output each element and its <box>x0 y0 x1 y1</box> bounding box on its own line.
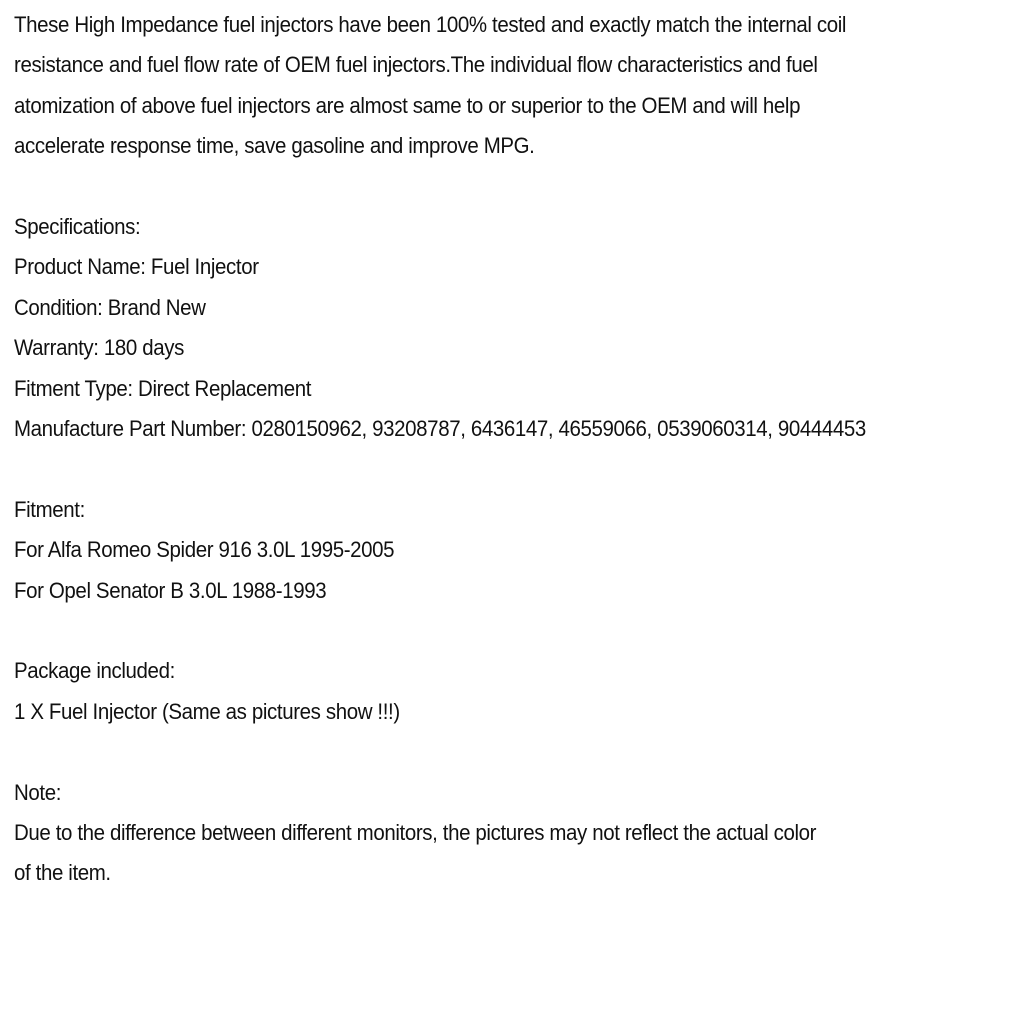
product-description <box>14 5 948 894</box>
spec-product-name: Product Name: Fuel Injector <box>14 254 259 280</box>
intro-line: These High Impedance fuel injectors have been 100% tested and exactly match the internal coil <box>14 12 847 37</box>
fitment-item: For Opel Senator B 3.0L 1988-1993 <box>14 577 327 603</box>
note-line: Due to the difference between different monitors, the pictures may not reflect the actual color <box>14 820 817 846</box>
spacer <box>14 732 948 772</box>
package-heading: Package included: <box>14 658 175 684</box>
intro-paragraph <box>14 5 948 167</box>
package-item: 1 X Fuel Injector (Same as pictures show !!!) <box>14 698 400 724</box>
fitment-heading: Fitment: <box>14 496 85 522</box>
specifications-heading: Specifications: <box>14 214 141 240</box>
spec-fitment-type: Fitment Type: Direct Replacement <box>14 375 312 401</box>
fitment-section <box>14 490 948 611</box>
package-section <box>14 651 948 732</box>
spec-warranty: Warranty: 180 days <box>14 335 184 361</box>
spacer <box>14 449 948 489</box>
spacer <box>14 611 948 651</box>
spec-part-number: Manufacture Part Number: 0280150962, 93208787, 6436147, 46559066, 0539060314, 90444453 <box>14 416 866 442</box>
intro-line: atomization of above fuel injectors are almost same to or superior to the OEM and will help <box>14 92 801 118</box>
note-heading: Note: <box>14 779 62 805</box>
intro-line: accelerate response time, save gasoline and improve MPG. <box>14 133 535 159</box>
intro-line: resistance and fuel flow rate of OEM fuel injectors.The individual flow characteristics and fuel <box>14 52 818 78</box>
note-line: of the item. <box>14 860 111 886</box>
note-section <box>14 773 948 894</box>
spacer <box>14 167 948 207</box>
specifications-section <box>14 207 948 449</box>
fitment-item: For Alfa Romeo Spider 916 3.0L 1995-2005 <box>14 537 395 563</box>
spec-condition: Condition: Brand New <box>14 294 206 320</box>
